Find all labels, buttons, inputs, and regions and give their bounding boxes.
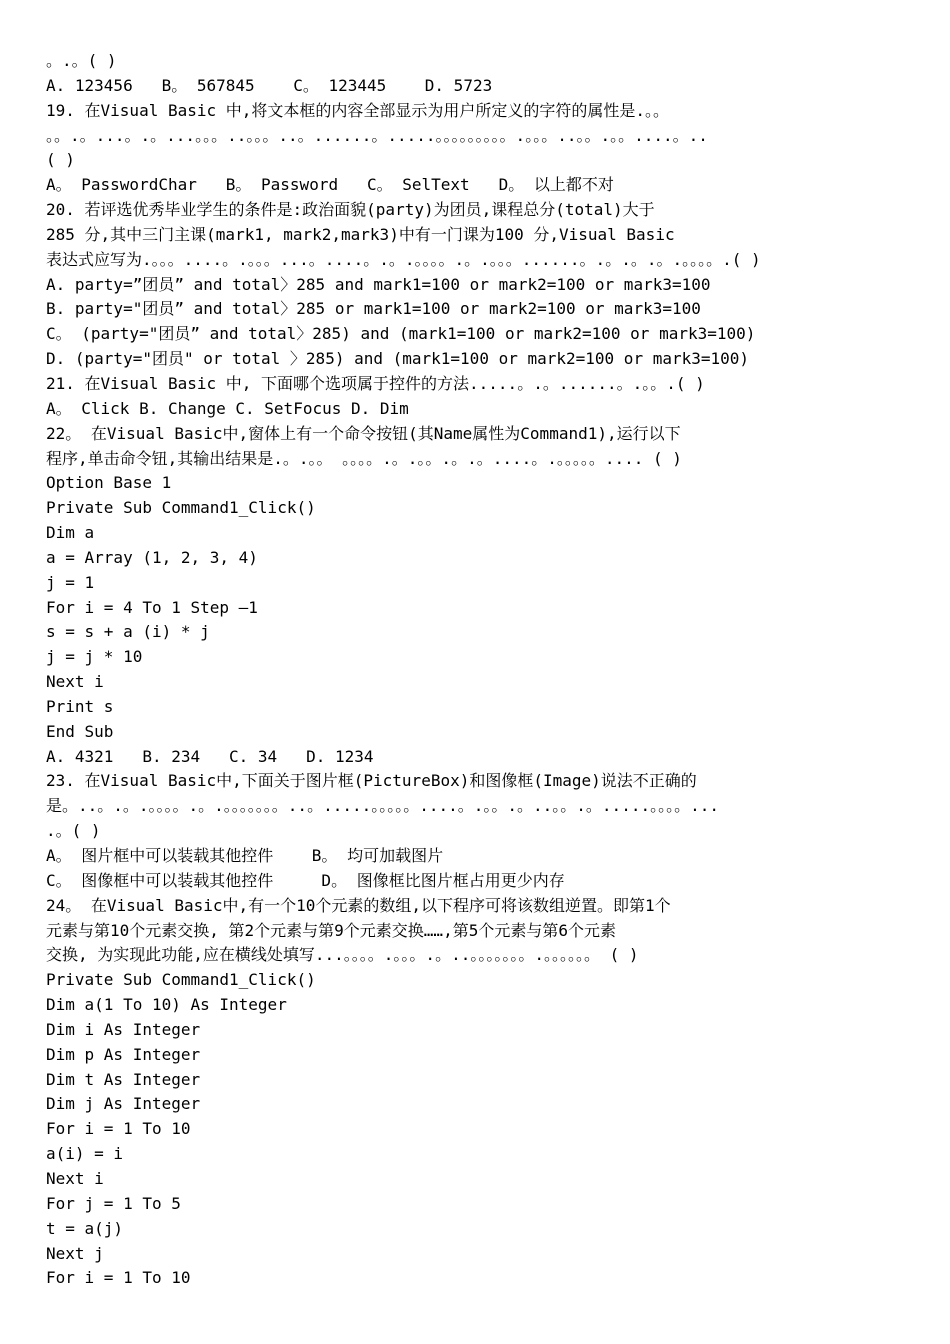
code-line: Dim p As Integer xyxy=(46,1044,201,1064)
text-line: A。 Click B. Change C. SetFocus D. Dim xyxy=(46,398,409,418)
text-line: B. party="团员” and total〉285 or mark1=100 or mark2=100 or mark3=100 xyxy=(46,299,701,319)
text-line: .。( ) xyxy=(46,821,101,841)
text-line: A. party=”团员” and total〉285 and mark1=100 or mark2=100 or mark3=100 xyxy=(46,274,711,294)
text-line: ( ) xyxy=(46,150,75,170)
document-body xyxy=(46,49,926,1291)
code-line: Dim a xyxy=(46,523,95,543)
code-line: Next j xyxy=(46,1243,104,1263)
text-line: 20. 若评选优秀毕业学生的条件是:政治面貌(party)为团员,课程总分(total)大于 xyxy=(46,200,655,220)
code-line: Print s xyxy=(46,696,114,716)
code-line: For j = 1 To 5 xyxy=(46,1193,181,1213)
text-line: A。 PasswordChar B。 Password C。 SelText D。 以上都不对 xyxy=(46,175,614,195)
text-line: 24。 在Visual Basic中,有一个10个元素的数组,以下程序可将该数组逆置。即第1个 xyxy=(46,895,671,915)
code-line: For i = 1 To 10 xyxy=(46,1268,191,1288)
text-line: A. 4321 B. 234 C. 34 D. 1234 xyxy=(46,746,374,766)
code-line: Option Base 1 xyxy=(46,473,172,493)
code-line: Dim i As Integer xyxy=(46,1019,201,1039)
code-line: Dim j As Integer xyxy=(46,1094,201,1114)
code-line: j = j * 10 xyxy=(46,647,143,667)
text-line: 元素与第10个元素交换, 第2个元素与第9个元素交换……,第5个元素与第6个元素 xyxy=(46,920,616,940)
text-line: A. 123456 B。 567845 C。 123445 D. 5723 xyxy=(46,75,493,95)
code-line: Next i xyxy=(46,1168,104,1188)
text-line: 21. 在Visual Basic 中, 下面哪个选项属于控件的方法.....。.。......。.。。.( ) xyxy=(46,373,705,393)
text-line: C。 图像框中可以装载其他控件 D。 图像框比图片框占用更少内存 xyxy=(46,870,565,890)
text-line: 19. 在Visual Basic 中,将文本框的内容全部显示为用户所定义的字符的属性是.。。 xyxy=(46,100,670,120)
code-line: Next i xyxy=(46,672,104,692)
text-line: 285 分,其中三门主课(mark1, mark2,mark3)中有一门课为100 分,Visual Basic xyxy=(46,224,675,244)
text-line: 22。 在Visual Basic中,窗体上有一个命令按钮(其Name属性为Command1),运行以下 xyxy=(46,423,681,443)
text-line: 是。..。.。.。。。。.。.。。。。。。。..。.....。。。。。....。.。。.。..。。.。.....。。。。... xyxy=(46,796,719,816)
text-line: C。 (party="团员” and total〉285) and (mark1=100 or mark2=100 or mark3=100) xyxy=(46,324,756,344)
code-line: t = a(j) xyxy=(46,1218,124,1238)
code-line: Dim t As Integer xyxy=(46,1069,201,1089)
text-line: 。。.。...。.。...。。。..。。。..。......。.....。。。。。。。。。.。。。..。。.。。....。.. xyxy=(46,125,708,145)
code-line: End Sub xyxy=(46,721,114,741)
text-line: 23. 在Visual Basic中,下面关于图片框(PictureBox)和图像框(Image)说法不正确的 xyxy=(46,771,697,791)
text-line: 表达式应写为.。。。....。.。。。...。....。.。.。。。。.。.。。。......。.。.。.。.。。。。.( ) xyxy=(46,249,761,269)
code-line: Dim a(1 To 10) As Integer xyxy=(46,995,287,1015)
code-line: For i = 4 To 1 Step —1 xyxy=(46,597,258,617)
code-line: a = Array (1, 2, 3, 4) xyxy=(46,547,258,567)
code-line: a(i) = i xyxy=(46,1144,124,1164)
text-line: 。.。( ) xyxy=(46,51,117,70)
text-line: 交换, 为实现此功能,应在横线处填写...。。。。.。。。.。..。。。。。。。.。。。。。。 ( ) xyxy=(46,945,639,965)
code-line: For i = 1 To 10 xyxy=(46,1119,191,1139)
code-line: j = 1 xyxy=(46,572,95,592)
text-line: A。 图片框中可以装载其他控件 B。 均可加载图片 xyxy=(46,846,444,865)
text-line: D. (party="团员" or total 〉285) and (mark1=100 or mark2=100 or mark3=100) xyxy=(46,349,750,369)
code-line: s = s + a (i) * j xyxy=(46,622,210,642)
code-line: Private Sub Command1_Click() xyxy=(46,970,316,990)
code-line: Private Sub Command1_Click() xyxy=(46,498,316,518)
text-line: 程序,单击命令钮,其输出结果是.。.。。 。。。。.。.。。.。.。....。.。。。。。.... ( ) xyxy=(46,448,682,468)
